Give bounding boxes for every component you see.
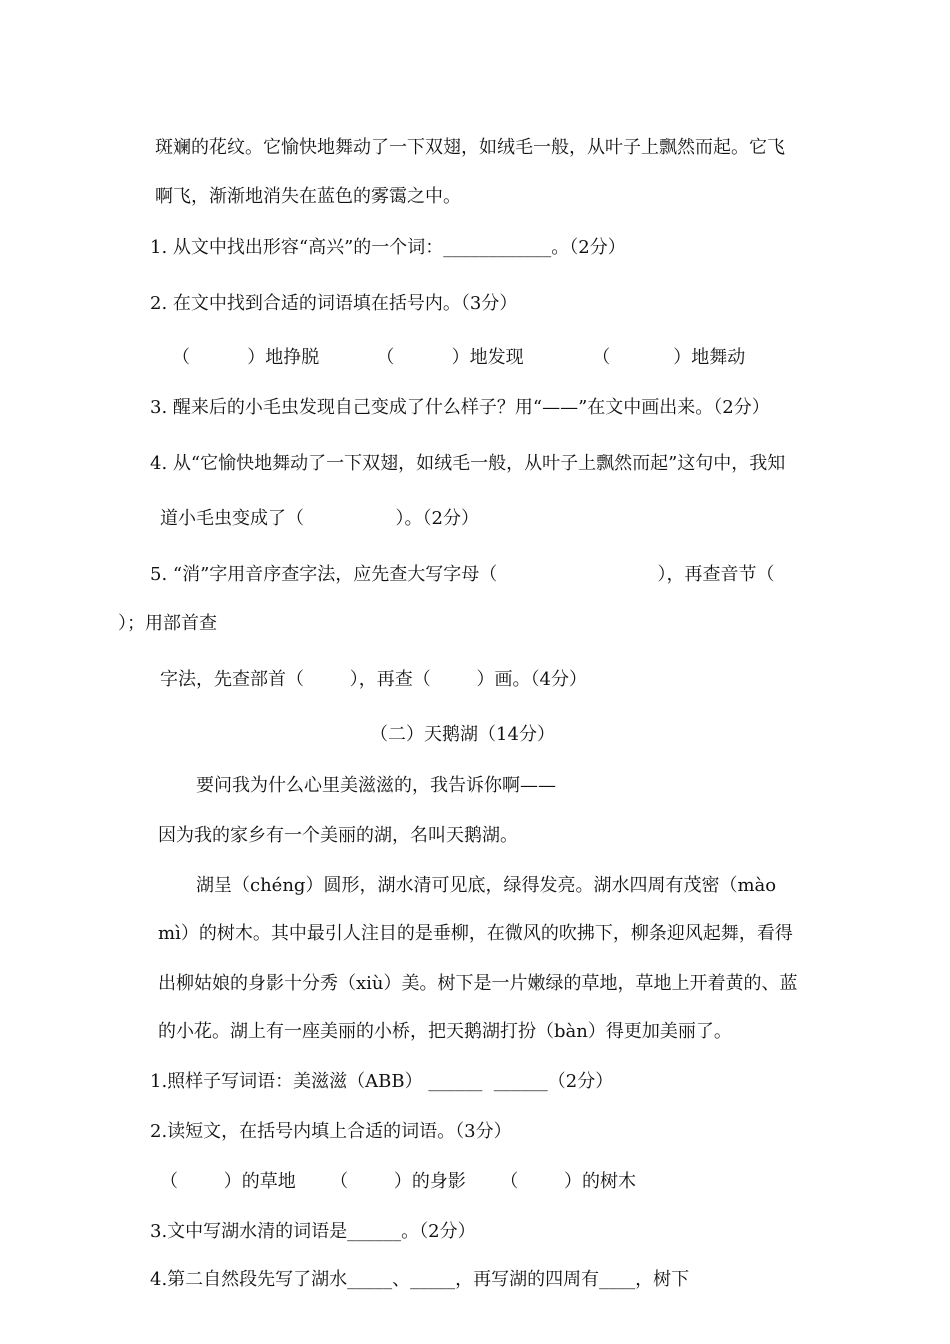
passage-line: 啊飞，渐渐地消失在蓝色的雾霭之中。 xyxy=(155,186,461,207)
passage-line: 的小花。湖上有一座美丽的小桥，把天鹅湖打扮（bàn）得更加美丽了。 xyxy=(158,1021,732,1042)
section-heading: （二）天鹅湖（14分） xyxy=(370,724,555,745)
passage-paragraph: 要问我为什么心里美滋滋的，我告诉你啊—— xyxy=(196,775,556,796)
question-3: 3. 醒来后的小毛虫发现自己变成了什么样子？用“——”在文中画出来。（2分） xyxy=(150,397,770,418)
question-3: 3.文中写湖水清的词语是______。（2分） xyxy=(150,1221,476,1242)
passage-paragraph: 因为我的家乡有一个美丽的湖，名叫天鹅湖。 xyxy=(158,825,518,846)
question-4-continued: 道小毛虫变成了（ ）。（2分） xyxy=(160,508,479,529)
question-2: 2.读短文，在括号内填上合适的词语。（3分） xyxy=(150,1121,512,1142)
passage-line: 出柳姑娘的身影十分秀（xiù）美。树下是一片嫩绿的草地，草地上开着黄的、蓝 xyxy=(158,973,798,994)
passage-line: mì）的树木。其中最引人注目的是垂柳，在微风的吹拂下，柳条迎风起舞，看得 xyxy=(158,923,793,944)
passage-line: 湖呈（chéng）圆形，湖水清可见底，绿得发亮。湖水四周有茂密（mào xyxy=(196,875,777,896)
question-4: 4.第二自然段先写了湖水_____、_____，再写湖的四周有____，树下 xyxy=(150,1269,690,1290)
question-2-blanks: （ ）地挣脱 （ ）地发现 （ ）地舞动 xyxy=(172,347,746,368)
question-2-blanks: （ ）的草地 （ ）的身影 （ ）的树木 xyxy=(160,1171,636,1192)
question-1: 1. 从文中找出形容“高兴”的一个词：____________。（2分） xyxy=(150,237,626,258)
question-5: 5. “消”字用音序查字法，应先查大写字母（ ），再查音节（ xyxy=(150,564,775,585)
question-4: 4. 从“它愉快地舞动了一下双翅，如绒毛一般，从叶子上飘然而起”这句中，我知 xyxy=(150,453,786,474)
passage-line: 斑斓的花纹。它愉快地舞动了一下双翅，如绒毛一般，从叶子上飘然而起。它飞 xyxy=(155,137,785,158)
question-2: 2. 在文中找到合适的词语填在括号内。（3分） xyxy=(150,293,518,314)
question-1: 1.照样子写词语：美滋滋（ABB） ______ ______（2分） xyxy=(150,1071,614,1092)
question-5-continued: ）；用部首查 xyxy=(118,613,217,634)
question-5-continued-2: 字法，先查部首（ ），再查（ ）画。（4分） xyxy=(160,669,587,690)
